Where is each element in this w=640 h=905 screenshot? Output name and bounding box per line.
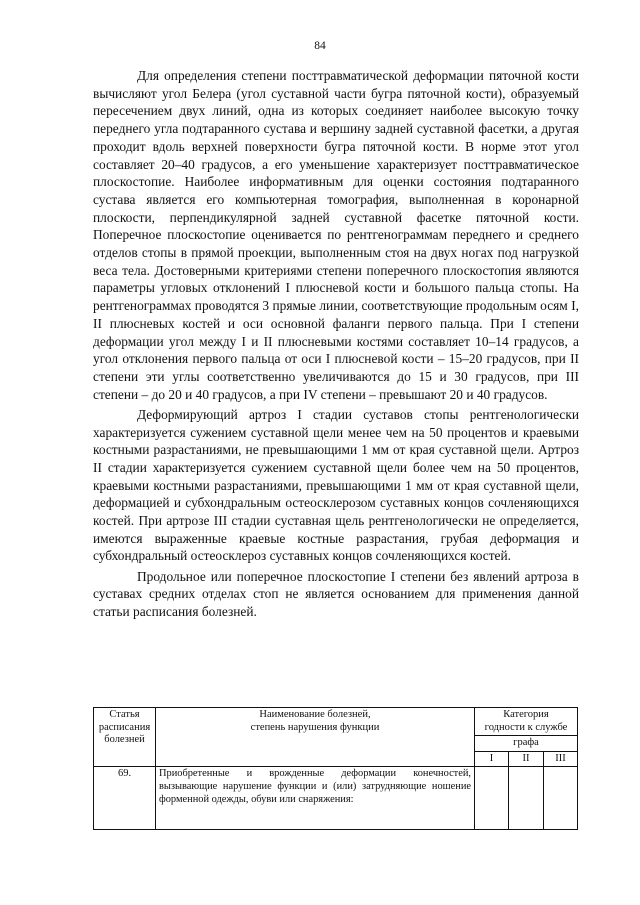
header-disease-name: [156, 708, 475, 767]
body-text: [93, 67, 579, 623]
row-grafa-3-cell: [544, 767, 578, 830]
paragraph-arthrosis-stages: Деформирующий артроз I стадии суставов стопы рентгенологически характеризуется сужением суставной щели менее чем на 50 процентов и краевыми костными разрастаниями, не превышающими 1 мм от края суставной щели. Артроз II стадии характеризуется сужением суставной щели более чем на 50 процентов, краевыми костными разрастаниями, превышающими 1 мм от края суставной щели, деформацией и субхондральным остеосклерозом суставных концов сочленяющихся костей. При артрозе III стадии суставная щель рентгенологически не определяется, имеются выраженные краевые костные разрастания, грубая деформация и субхондральный остеосклероз суставных концов сочленяющихся костей.: [93, 406, 579, 564]
row-article: 69.: [94, 767, 156, 830]
row-grafa-1-cell: [475, 767, 509, 830]
header-grafa-2: II: [509, 751, 544, 767]
table-row: [94, 767, 578, 830]
header-article: Статья расписания болезней: [94, 708, 156, 767]
header-category-line2: годности к службе: [484, 721, 568, 733]
paragraph-flatfoot-note: Продольное или поперечное плоскостопие I степени без явлений артроза в суставах средних отделах стоп не является основанием для применения данной статьи расписания болезней.: [93, 568, 579, 620]
header-grafa: графа: [475, 736, 578, 752]
header-category: [475, 708, 578, 736]
disease-schedule-table: [93, 707, 578, 830]
row-grafa-2-cell: [509, 767, 544, 830]
row-description: Приобретенные и врожденные деформации конечностей, вызывающие нарушение функции и (или) затрудняющие ношение форменной одежды, обуви или снаряжения:: [156, 767, 475, 830]
page-number: 84: [314, 40, 326, 52]
header-disease-name-line1: Наименование болезней,: [259, 709, 371, 720]
header-grafa-3: III: [544, 751, 578, 767]
header-disease-name-line2: степень нарушения функции: [250, 721, 380, 733]
paragraph-calcaneus-deformity: Для определения степени посттравматической деформации пяточной кости вычисляют угол Белера (угол суставной части бугра пяточной кости), образуемый пересечением двух линий, одна из которых соединяет наиболее высокую точку переднего угла подтаранного сустава и вершину задней суставной фасетки, а другая проходит вдоль верхней поверхности бугра пяточной кости. В норме этот угол составляет 20–40 градусов, а его уменьшение характеризует посттравматическое плоскостопие. Наиболее информативным для оценки состояния подтаранного сустава является его компьютерная томография, выполненная в коронарной плоскости, перпендикулярной задней суставной фасетке пяточной кости. Поперечное плоскостопие оценивается по рентгенограммам переднего и среднего отделов стопы в прямой проекции, выполненным стоя на двух ногах под нагрузкой веса тела. Достоверными критериями степени поперечного плоскостопия являются параметры угловых отклонений I плюсневой кости и большого пальца стопы. На рентгенограммах проводятся 3 прямые линии, соответствующие продольным осям I, II плюсневых костей и оси основной фаланги первого пальца. При I степени деформации угол между I и II плюсневыми костями составляет 10–14 градусов, а угол отклонения первого пальца от оси I плюсневой кости – 15–20 градусов, при II степени эти углы соответственно увеличиваются до 15 и 30 градусов, при III степени – до 20 и 40 градусов, а при IV степени – превышают 20 и 40 градусов.: [93, 68, 579, 402]
header-category-line1: Категория: [503, 709, 549, 720]
header-grafa-1: I: [475, 751, 509, 767]
